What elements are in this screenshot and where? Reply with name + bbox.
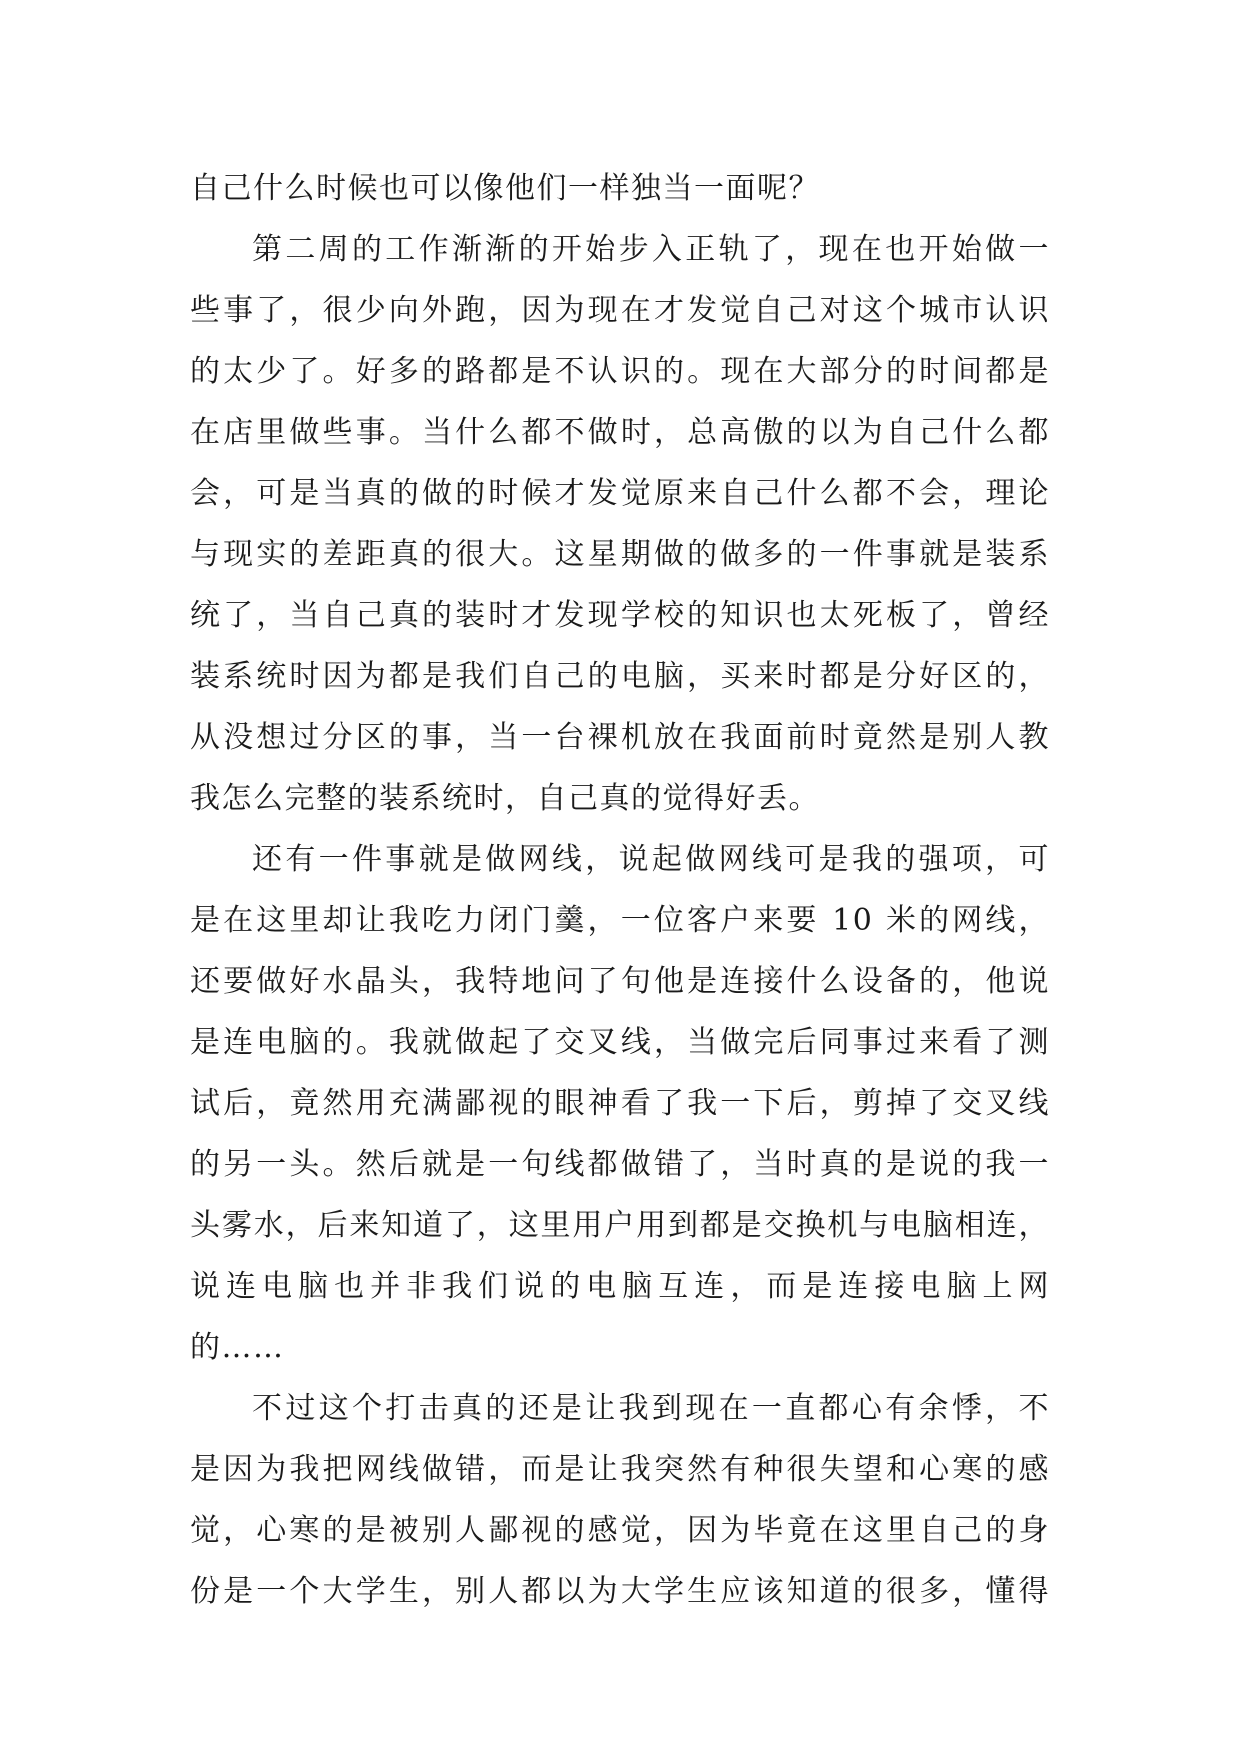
text-line: 统了，当自己真的装时才发现学校的知识也太死板了，曾经 [190,598,1050,633]
text-line: 觉，心寒的是被别人鄙视的感觉，因为毕竟在这里自己的身 [190,1513,1050,1548]
text-line: 不过这个打击真的还是让我到现在一直都心有余悸，不 [252,1391,1050,1426]
text-line: 的…… [190,1330,285,1365]
text-line: 自己什么时候也可以像他们一样独当一面呢？ [190,171,820,206]
text-line: 是在这里却让我吃力闭门羹，一位客户来要 10 米的网线， [190,903,1050,938]
text-line: 装系统时因为都是我们自己的电脑，买来时都是分好区的， [190,659,1050,694]
text-line: 第二周的工作渐渐的开始步入正轨了，现在也开始做一 [252,232,1050,267]
text-line: 与现实的差距真的很大。这星期做的做多的一件事就是装系 [190,537,1050,572]
text-line: 说连电脑也并非我们说的电脑互连，而是连接电脑上网 [190,1269,1050,1304]
body-text [190,158,1050,1622]
text-line: 的另一头。然后就是一句线都做错了，当时真的是说的我一 [190,1147,1050,1182]
text-line: 还要做好水晶头，我特地问了句他是连接什么设备的，他说 [190,964,1050,999]
text-line: 头雾水，后来知道了，这里用户用到都是交换机与电脑相连， [190,1208,1050,1243]
text-line: 份是一个大学生，别人都以为大学生应该知道的很多，懂得 [190,1574,1050,1609]
text-line: 是因为我把网线做错，而是让我突然有种很失望和心寒的感 [190,1452,1050,1487]
text-line: 在店里做些事。当什么都不做时，总高傲的以为自己什么都 [190,415,1050,450]
text-line: 我怎么完整的装系统时，自己真的觉得好丢。 [190,781,820,816]
text-line: 从没想过分区的事，当一台裸机放在我面前时竟然是别人教 [190,720,1050,755]
text-line: 些事了，很少向外跑，因为现在才发觉自己对这个城市认识 [190,293,1050,328]
text-line: 试后，竟然用充满鄙视的眼神看了我一下后，剪掉了交叉线 [190,1086,1050,1121]
text-line: 是连电脑的。我就做起了交叉线，当做完后同事过来看了测 [190,1025,1050,1060]
text-line: 还有一件事就是做网线，说起做网线可是我的强项，可 [252,842,1050,877]
text-line: 的太少了。好多的路都是不认识的。现在大部分的时间都是 [190,354,1050,389]
text-line: 会，可是当真的做的时候才发觉原来自己什么都不会，理论 [190,476,1050,511]
